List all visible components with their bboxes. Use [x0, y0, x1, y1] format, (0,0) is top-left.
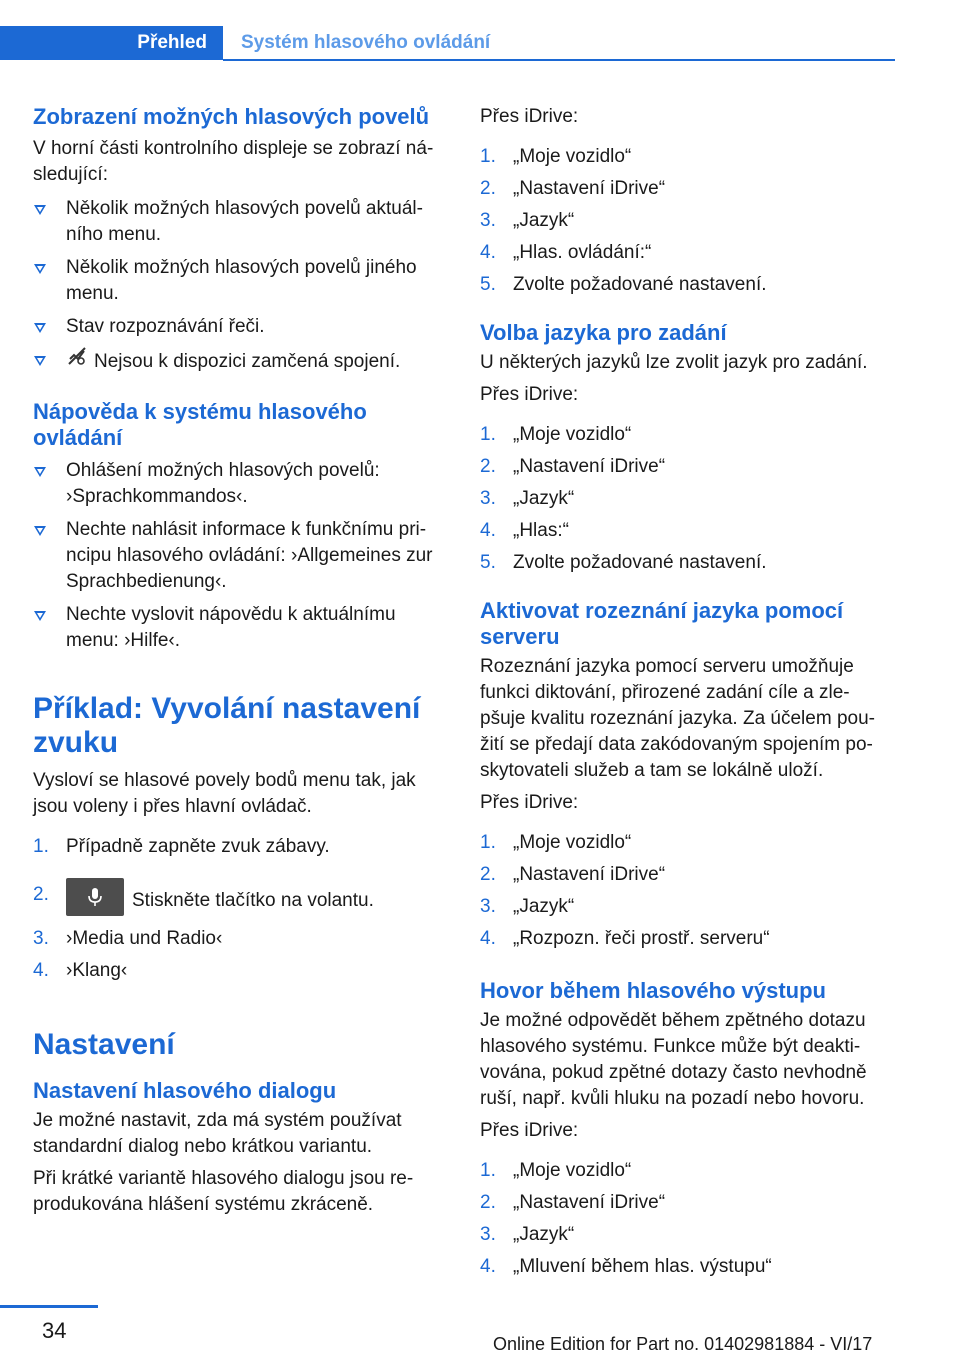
tab-overview[interactable] — [0, 26, 223, 60]
list-number: 4. — [480, 928, 496, 949]
numbered-list — [480, 144, 895, 298]
triangle-bullet-icon — [34, 611, 46, 621]
triangle-bullet-icon — [34, 356, 46, 366]
triangle-bullet-icon — [34, 323, 46, 333]
list-number: 1. — [480, 424, 496, 445]
list-item-text: Nejsou k dispozici zamčená spojení. — [94, 351, 401, 373]
list-item — [33, 347, 448, 377]
header-divider — [223, 59, 895, 61]
list-item — [33, 255, 448, 307]
list-number: 5. — [480, 552, 496, 573]
section-title: Hovor během hlasového výstupu — [480, 978, 826, 1003]
triangle-bullet-icon — [34, 526, 46, 536]
section-title: Zobrazení možných hlasových povelů — [33, 104, 430, 129]
tab-voice-control-label: Systém hlasového ovládání — [241, 32, 491, 53]
list-number: 2. — [480, 456, 496, 477]
list-item — [480, 272, 895, 298]
list-number: 2. — [480, 1192, 496, 1213]
list-number: 4. — [480, 1256, 496, 1277]
list-number: 2. — [480, 864, 496, 885]
list-item-text: Nechte nahlásit informace k funkčnímu pri‐ ncipu hlasového ovládání: ›Allgemeines zur Sprachbedienung‹. — [66, 519, 433, 592]
list-item — [480, 1222, 895, 1248]
list-number: 1. — [33, 836, 49, 857]
section-intro: U některých jazyků lze zvolit jazyk pro zadání. — [480, 352, 868, 373]
triangle-bullet-icon — [34, 205, 46, 215]
list-item-text: Ohlášení možných hlasových povelů: ›Sprachkommandos‹. — [66, 460, 380, 507]
list-item — [33, 882, 448, 920]
list-item-text: Několik možných hlasových povelů jiného menu. — [66, 257, 417, 304]
list-item — [480, 1158, 895, 1184]
list-item — [33, 458, 448, 510]
list-item — [33, 834, 448, 860]
list-item — [480, 894, 895, 920]
list-item-text: „Nastavení iDrive“ — [513, 178, 666, 199]
paragraph: Při krátké variantě hlasového dialogu jsou re‐ produkována hlášení systému zkráceně. — [33, 1168, 414, 1215]
section-intro: Je možné odpovědět během zpětného dotazu hlasového systému. Funkce může být deakti‐ vována, pokud zpětné dotazy často nevhodně ruší, např. kvůli hluku na pozadí nebo hovoru. — [480, 1010, 867, 1109]
list-item — [480, 1190, 895, 1216]
list-item — [33, 926, 448, 952]
list-number: 3. — [480, 1224, 496, 1245]
numbered-list — [33, 834, 448, 984]
list-item — [480, 926, 895, 952]
list-item-text: „Jazyk“ — [513, 210, 575, 231]
list-item-text: „Jazyk“ — [513, 1224, 575, 1245]
tab-overview-label: Přehled — [137, 32, 207, 53]
list-item-text: „Hlas. ovládání:“ — [513, 242, 652, 263]
locked-connection-unavailable-icon — [66, 345, 88, 375]
list-item-text: „Nastavení iDrive“ — [513, 456, 666, 477]
list-item — [33, 314, 448, 340]
left-column — [33, 100, 448, 1218]
list-item — [480, 208, 895, 234]
list-item-text: „Nastavení iDrive“ — [513, 864, 666, 885]
list-number: 4. — [33, 960, 49, 981]
list-item — [33, 958, 448, 984]
triangle-bullet-icon — [34, 264, 46, 274]
list-number: 3. — [480, 896, 496, 917]
tab-voice-control[interactable] — [241, 26, 490, 60]
list-number: 3. — [33, 928, 49, 949]
list-number: 3. — [480, 488, 496, 509]
section-intro: Vysloví se hlasové povely bodů menu tak, jak jsou voleny i přes hlavní ovládač. — [33, 770, 416, 817]
list-number: 1. — [480, 146, 496, 167]
numbered-list — [480, 422, 895, 576]
section-title: Aktivovat rozeznání jazyka pomocí serveru — [480, 598, 844, 649]
list-item-text: Stav rozpoznávání řeči. — [66, 316, 265, 337]
list-item-text: „Moje vozidlo“ — [513, 832, 632, 853]
list-item-text: Zvolte požadované nastavení. — [513, 274, 767, 295]
list-item-text: „Hlas:“ — [513, 520, 569, 541]
footer-divider — [0, 1305, 98, 1308]
list-item-text: „Moje vozidlo“ — [513, 424, 632, 445]
numbered-list — [480, 1158, 895, 1280]
list-item-text: „Moje vozidlo“ — [513, 146, 632, 167]
list-item — [480, 550, 895, 576]
list-item-text: Několik možných hlasových povelů aktuál‐ ního menu. — [66, 198, 423, 245]
bullet-list — [33, 196, 448, 377]
section-intro: Rozeznání jazyka pomocí serveru umožňuje funkci diktování, přirozené zadání cíle a zle‐ pšuje kvalitu rozeznání jazyka. Za účelem pou‐ žití se předají data zakódovaným spojením po‐ skytovateli služeb a tam se lokálně uloží. — [480, 656, 875, 781]
triangle-bullet-icon — [34, 467, 46, 477]
list-item — [480, 862, 895, 888]
list-item — [480, 176, 895, 202]
paragraph: Je možné nastavit, zda má systém používat standardní dialog nebo krátkou variantu. — [33, 1110, 402, 1157]
section-intro: V horní části kontrolního displeje se zobrazí ná‐ sledující: — [33, 138, 434, 185]
list-number: 1. — [480, 832, 496, 853]
idrive-path-label: Přes iDrive: — [480, 1120, 579, 1141]
list-item-text: Případně zapněte zvuk zábavy. — [66, 836, 330, 857]
list-item — [480, 486, 895, 512]
list-number: 4. — [480, 520, 496, 541]
idrive-path-label: Přes iDrive: — [480, 792, 579, 813]
page-number: 34 — [42, 1318, 67, 1343]
list-item-text: „Mluvení během hlas. výstupu“ — [513, 1256, 772, 1277]
list-number: 4. — [480, 242, 496, 263]
list-item — [33, 602, 448, 654]
idrive-path-label: Přes iDrive: — [480, 106, 579, 127]
list-item — [480, 830, 895, 856]
list-item-text: Stiskněte tlačítko na volantu. — [132, 890, 374, 912]
list-number: 1. — [480, 1160, 496, 1181]
idrive-path-label: Přes iDrive: — [480, 384, 579, 405]
list-item — [480, 144, 895, 170]
section-title: Nastavení hlasového dialogu — [33, 1078, 337, 1103]
page-header — [0, 26, 895, 62]
list-item-text: Zvolte požadované nastavení. — [513, 552, 767, 573]
list-item-text: „Jazyk“ — [513, 488, 575, 509]
list-item-text: ›Media und Radio‹ — [66, 928, 223, 949]
edition-note: Online Edition for Part no. 01402981884 - VI/17 — [493, 1334, 873, 1354]
bullet-list — [33, 458, 448, 654]
list-item — [480, 1254, 895, 1280]
list-item-text: „Nastavení iDrive“ — [513, 1192, 666, 1213]
right-column — [480, 100, 895, 1280]
list-number: 2. — [480, 178, 496, 199]
list-item — [480, 422, 895, 448]
list-item-text: „Jazyk“ — [513, 896, 575, 917]
list-item-text: „Rozpozn. řeči prostř. serveru“ — [513, 928, 770, 949]
list-item-text: „Moje vozidlo“ — [513, 1160, 632, 1181]
section-title: Volba jazyka pro zadání — [480, 320, 727, 345]
voice-button-icon — [66, 878, 124, 916]
list-item-text: ›Klang‹ — [66, 960, 128, 981]
list-number: 5. — [480, 274, 496, 295]
numbered-list — [480, 830, 895, 952]
list-item — [480, 518, 895, 544]
list-item — [480, 240, 895, 266]
section-title: Nápověda k systému hlasového ovládání — [33, 399, 367, 450]
chapter-title: Příklad: Vyvolání nastavení zvuku — [33, 692, 421, 759]
chapter-title: Nastavení — [33, 1028, 175, 1061]
list-item — [33, 517, 448, 595]
list-number: 2. — [33, 884, 49, 905]
list-item — [33, 196, 448, 248]
list-item — [480, 454, 895, 480]
list-item-text: Nechte vyslovit nápovědu k aktuálnímu menu: ›Hilfe‹. — [66, 604, 396, 651]
list-number: 3. — [480, 210, 496, 231]
